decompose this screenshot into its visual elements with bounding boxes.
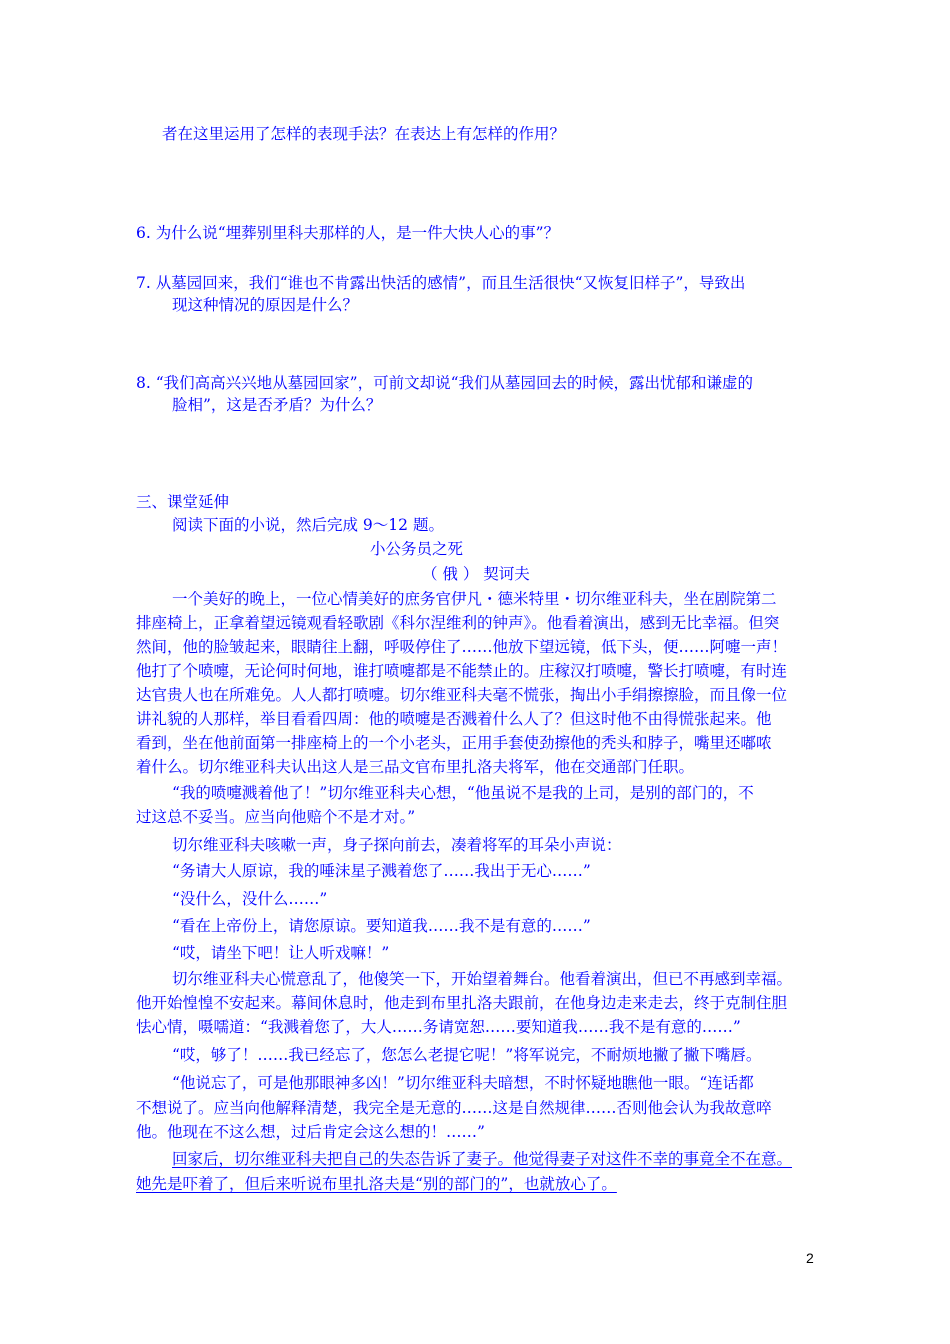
question-7-line-1: 7. 从墓园回来，我们“谁也不肯露出快活的感情”，而且生活很快“又恢复旧样子”，导致出 [136, 274, 746, 292]
question-5-continuation: 者在这里运用了怎样的表现手法？在表达上有怎样的作用？ [162, 125, 566, 143]
story-title: 小公务员之死 [370, 540, 464, 558]
story-line: 排座椅上，正拿着望远镜观看轻歌剧《科尔涅维利的钟声》。他看着演出，感到无比幸福。但突 [136, 614, 780, 632]
story-line: “哎，够了！……我已经忘了，您怎么老提它呢！”将军说完，不耐烦地撇了撇下嘴唇。 [172, 1046, 762, 1064]
story-line: “务请大人原谅，我的唾沫星子溅着您了……我出于无心……” [172, 862, 591, 880]
story-line: 不想说了。应当向他解释清楚，我完全是无意的……这是自然规律……否则他会认为我故意啐 [136, 1099, 772, 1117]
story-line: 切尔维亚科夫咳嗽一声，身子探向前去，凑着将军的耳朵小声说： [172, 836, 622, 854]
story-line: “没什么，没什么……” [172, 890, 328, 908]
story-line: 讲礼貌的人那样，举目看看四周：他的喷嚏是否溅着什么人了？但这时他不由得慌张起来。他 [136, 710, 772, 728]
story-line-underlined: 回家后，切尔维亚科夫把自己的失态告诉了妻子。他觉得妻子对这件不幸的事竟全不在意。 [172, 1150, 793, 1168]
story-line: “我的喷嚏溅着他了！”切尔维亚科夫心想，“他虽说不是我的上司，是别的部门的，不 [172, 784, 754, 802]
story-line: “哎，请坐下吧！让人听戏嘛！” [172, 944, 390, 962]
story-author: （ 俄 ） 契诃夫 [422, 565, 530, 583]
question-6: 6. 为什么说“埋葬别里科夫那样的人，是一件大快人心的事”？ [136, 224, 560, 242]
story-line: 达官贵人也在所难免。人人都打喷嚏。切尔维亚科夫毫不慌张，掏出小手绢擦擦脸，而且像一位 [136, 686, 788, 704]
story-line: 然间，他的脸皱起来，眼睛往上翻，呼吸停住了……他放下望远镜，低下头，便……阿嚏一声！ [136, 638, 788, 656]
story-line: 切尔维亚科夫心慌意乱了，他傻笑一下，开始望着舞台。他看着演出，但已不再感到幸福。 [172, 970, 793, 988]
question-8-line-2: 脸相”，这是否矛盾？为什么？ [172, 396, 382, 414]
story-line: 他开始惶惶不安起来。幕间休息时，他走到布里扎洛夫跟前，在他身边走来走去，终于克制住胆 [136, 994, 788, 1012]
story-line: 过这总不妥当。应当向他赔个不是才对。” [136, 808, 416, 826]
question-8-line-1: 8. “我们高高兴兴地从墓园回家”，可前文却说“我们从墓园回去的时候，露出忧郁和谦虚的 [136, 374, 753, 392]
section-3-heading: 三、课堂延伸 [136, 493, 230, 511]
story-line: 他。他现在不这么想，过后肯定会这么想的！……” [136, 1123, 485, 1141]
story-line: 他打了个喷嚏，无论何时何地，谁打喷嚏都是不能禁止的。庄稼汉打喷嚏，警长打喷嚏，有时连 [136, 662, 788, 680]
story-line: 看到，坐在他前面第一排座椅上的一个小老头，正用手套使劲擦他的秃头和脖子，嘴里还嘟哝 [136, 734, 772, 752]
story-line: 着什么。切尔维亚科夫认出这人是三品文官布里扎洛夫将军，他在交通部门任职。 [136, 758, 695, 776]
page-number: 2 [806, 1250, 814, 1266]
story-line-underlined: 她先是吓着了，但后来听说布里扎洛夫是“别的部门的”，也就放心了。 [136, 1175, 617, 1193]
story-line: 一个美好的晚上，一位心情美好的庶务官伊凡・德米特里・切尔维亚科夫，坐在剧院第二 [172, 590, 777, 608]
reading-instruction: 阅读下面的小说，然后完成 9～12 题。 [172, 516, 444, 534]
question-7-line-2: 现这种情况的原因是什么？ [172, 296, 359, 314]
story-line: “看在上帝份上，请您原谅。要知道我……我不是有意的……” [172, 917, 591, 935]
story-line: 怯心情，嗫嚅道：“我溅着您了，大人……务请宽恕……要知道我……我不是有意的……” [136, 1018, 741, 1036]
story-line: “他说忘了，可是他那眼神多凶！”切尔维亚科夫暗想，不时怀疑地瞧他一眼。“连话都 [172, 1074, 754, 1092]
